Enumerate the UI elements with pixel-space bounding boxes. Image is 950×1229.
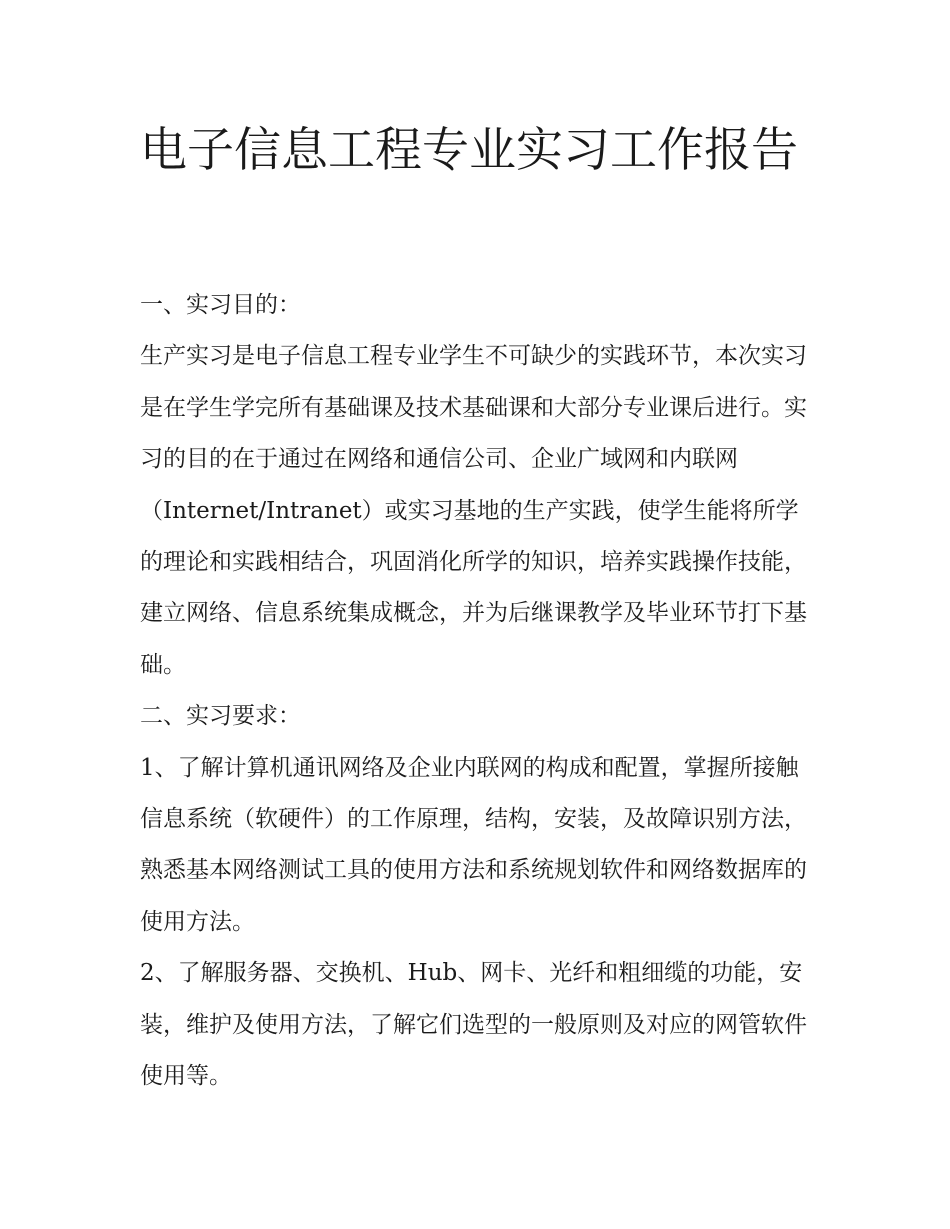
requirement-item-2: 2、了解服务器、交换机、Hub、网卡、光纤和粗细缆的功能，安装，维护及使用方法，了解它们选型的一般原则及对应的网管软件使用等。 [140, 960, 807, 1090]
section-heading-requirements: 二、实习要求： [140, 703, 301, 730]
document-body [140, 280, 820, 1103]
requirement-item-1: 1、了解计算机通讯网络及企业内联网的构成和配置，掌握所接触信息系统（软硬件）的工作原理，结构，安装，及故障识别方法，熟悉基本网络测试工具的使用方法和系统规划软件和网络数据库的使用方法。 [140, 754, 807, 935]
section-heading-purpose: 一、实习目的： [140, 292, 301, 318]
document-title: 电子信息工程专业实习工作报告 [140, 123, 798, 178]
purpose-paragraph: 生产实习是电子信息工程专业学生不可缺少的实践环节，本次实习是在学生学完所有基础课及技术基础课和大部分专业课后进行。实习的目的在于通过在网络和通信公司、企业广域网和内联网（Internet/Intranet）或实习基地的生产实践，使学生能将所学的理论和实践相结合，巩固消化所学的知识，培养实践操作技能，建立网络、信息系统集成概念，并为后继课教学及毕业环节打下基础。 [140, 343, 807, 678]
